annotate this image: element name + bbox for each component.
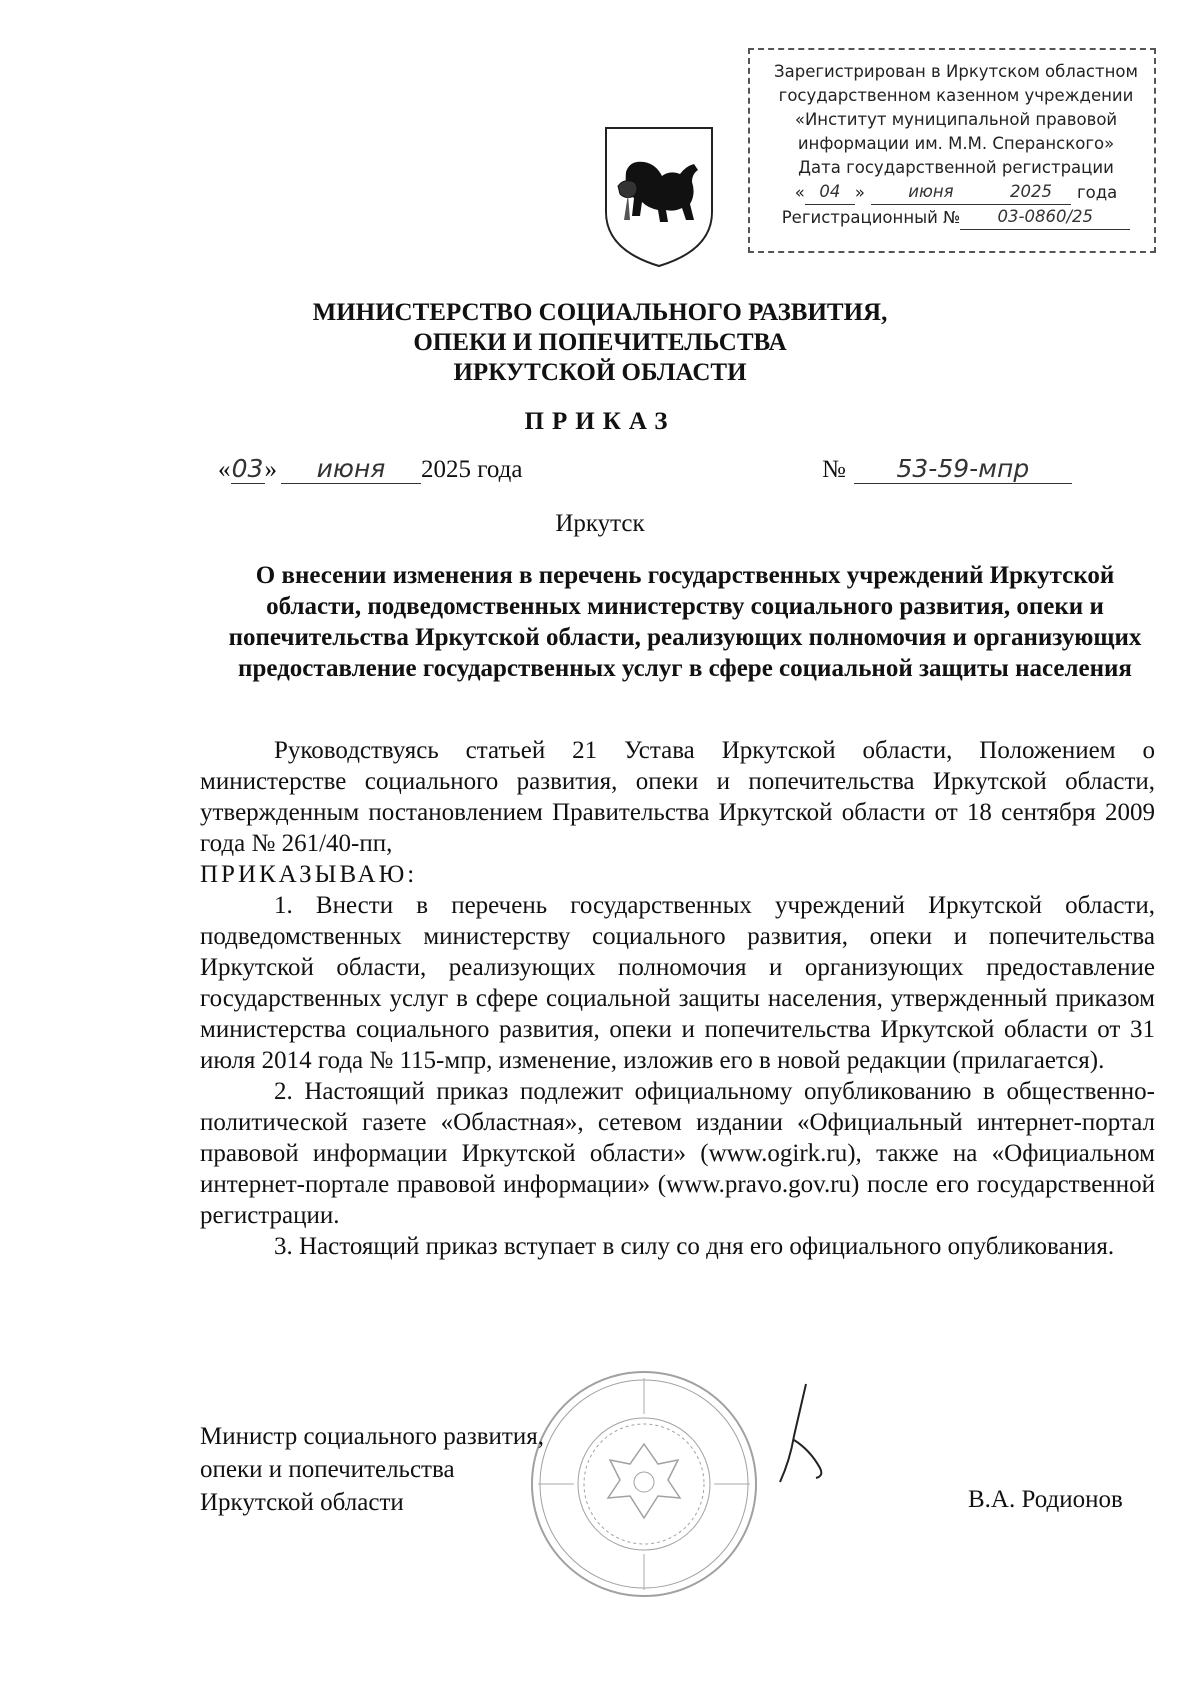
registration-date-year: 2025 bbox=[991, 180, 1071, 205]
registration-date-close: » bbox=[854, 183, 865, 202]
registration-number-label: Регистрационный № bbox=[781, 208, 961, 227]
registration-date-open: « bbox=[794, 183, 805, 202]
registration-stamp-line: информации им. М.М. Сперанского» bbox=[797, 134, 1115, 153]
order-title: ПРИКАЗ bbox=[524, 408, 676, 435]
ministry-line: МИНИСТЕРСТВО СОЦИАЛЬНОГО РАЗВИТИЯ, bbox=[312, 299, 888, 326]
registration-date-month: июня bbox=[871, 180, 991, 205]
order-number-label: № bbox=[822, 456, 846, 483]
signatory-position-line: опеки и попечительства bbox=[200, 1456, 455, 1483]
order-item-3: 3. Настоящий приказ вступает в силу со дня его официального опубликования. bbox=[274, 1233, 1115, 1260]
registration-stamp-line: Зарегистрирован в Иркутском областном bbox=[774, 62, 1138, 81]
signatory-name: В.А. Родионов bbox=[968, 1486, 1123, 1513]
order-date-month: июня bbox=[281, 454, 421, 484]
order-item-2: 2. Настоящий приказ подлежит официальному опубликованию в общественно-политической газете «Областная», сетевом издании «Официальный интернет-портал правовой информации Иркутской области» (www.ogirk.ru), также на «Официальном интернет-портале правовой информации» (www.pravo.gov.ru) после его государственной регистрации. bbox=[200, 1078, 1155, 1229]
order-subject: О внесении изменения в перечень государственных учреждений Иркутской области, подведомственных министерству социального развития, опеки и попечительства Иркутской области, реализующих полномочия и организующих предоставление государственных услуг в сфере социальной защиты населения bbox=[228, 562, 1142, 682]
order-date-year: 2025 года bbox=[421, 456, 523, 483]
order-city: Иркутск bbox=[555, 510, 645, 537]
registration-date-day: 04 bbox=[805, 180, 855, 205]
preamble-paragraph: Руководствуясь статьей 21 Устава Иркутской области, Положением о министерстве социального развития, опеки и попечительства Иркутской области, утвержденным постановлением Правительства Иркутской области от 18 сентября 2009 года № 261/40-пп, bbox=[200, 737, 1155, 857]
handwritten-signature-icon bbox=[760, 1380, 840, 1490]
order-word: ПРИКАЗЫВАЮ: bbox=[200, 861, 418, 888]
order-date bbox=[218, 454, 522, 484]
order-number bbox=[822, 454, 1072, 484]
registration-stamp-line: государственном казенном учреждении bbox=[778, 86, 1134, 105]
order-date-open: « bbox=[218, 456, 231, 483]
registration-stamp bbox=[748, 48, 1156, 253]
ministry-header bbox=[300, 298, 900, 388]
order-number-value: 53-59-мпр bbox=[854, 454, 1072, 484]
registration-date-suffix: года bbox=[1076, 183, 1118, 202]
registration-number bbox=[766, 205, 1146, 230]
signatory-position bbox=[200, 1420, 544, 1519]
registration-date bbox=[766, 180, 1146, 205]
official-seal-icon bbox=[528, 1368, 760, 1600]
registration-number-value: 03-0860/25 bbox=[960, 205, 1130, 230]
signatory-position-line: Министр социального развития, bbox=[200, 1423, 544, 1450]
signatory-position-line: Иркутской области bbox=[200, 1489, 404, 1516]
registration-stamp-line: «Институт муниципальной правовой bbox=[794, 110, 1118, 129]
order-body bbox=[200, 735, 1155, 1262]
order-date-close: » bbox=[264, 456, 277, 483]
ministry-line: ИРКУТСКОЙ ОБЛАСТИ bbox=[453, 359, 747, 386]
coat-of-arms-icon bbox=[600, 124, 718, 270]
order-item-1: 1. Внести в перечень государственных учреждений Иркутской области, подведомственных министерству социального развития, опеки и попечительства Иркутской области, реализующих полномочия и организующих предоставление государственных услуг в сфере социальной защиты населения, утвержденный приказом министерства социального развития, опеки и попечительства Иркутской области от 31 июля 2014 года № 115-мпр, изменение, изложив его в новой редакции (прилагается). bbox=[200, 892, 1155, 1074]
order-date-day: 03 bbox=[231, 454, 264, 483]
ministry-line: ОПЕКИ И ПОПЕЧИТЕЛЬСТВА bbox=[413, 329, 787, 356]
registration-stamp-line: Дата государственной регистрации bbox=[798, 158, 1114, 177]
